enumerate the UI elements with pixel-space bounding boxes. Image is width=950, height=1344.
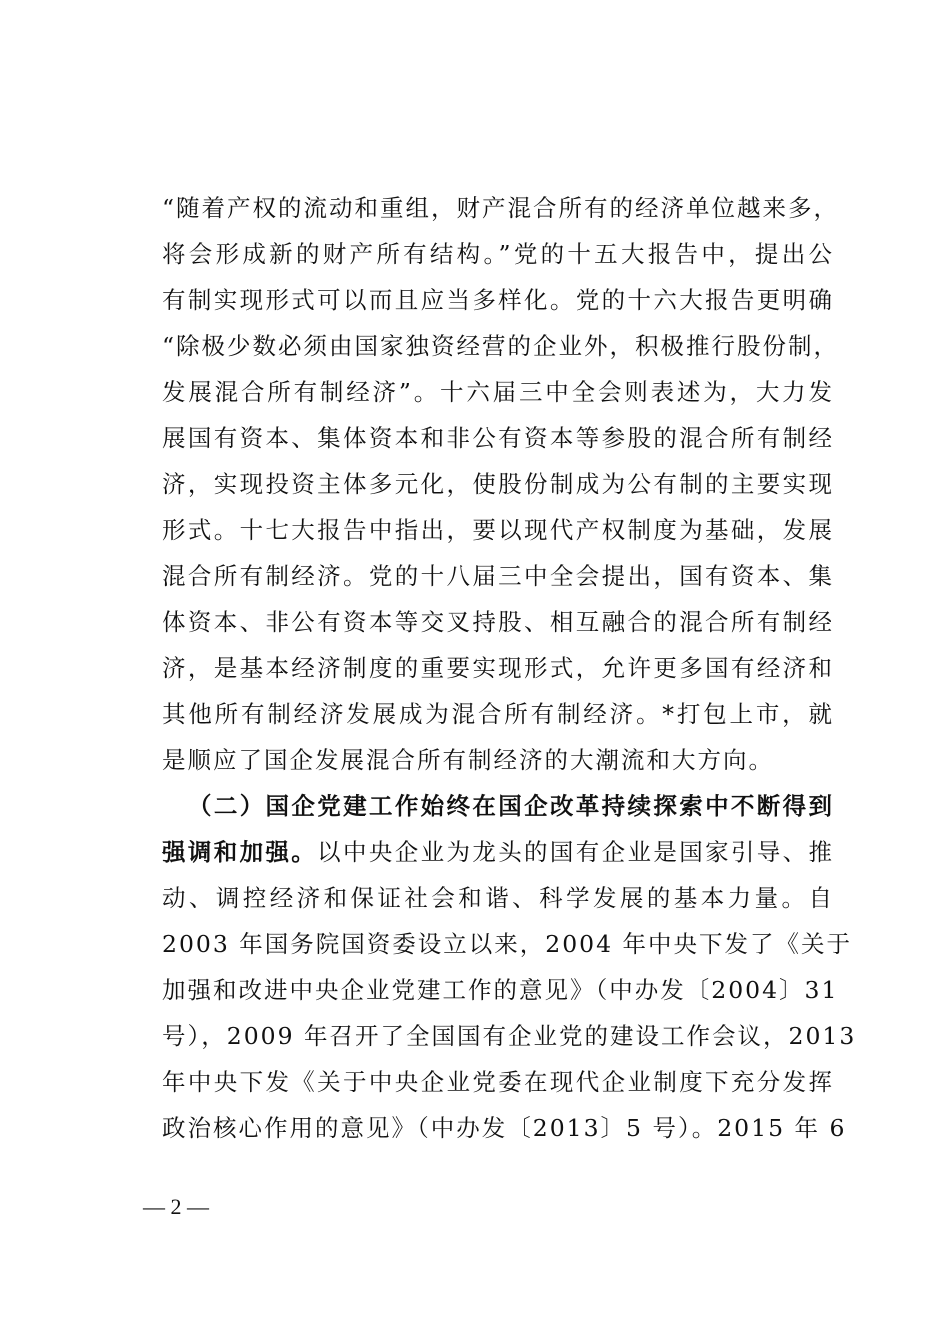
body-text-line: “除极少数必须由国家独资经营的企业外，积极推行股份制，: [162, 332, 840, 360]
body-text-line: 发展混合所有制经济”。十六届三中全会则表述为，大力发: [162, 378, 834, 406]
body-text-line: “随着产权的流动和重组，财产混合所有的经济单位越来多，: [162, 194, 840, 222]
body-text-line: 济，是基本经济制度的重要实现形式，允许更多国有经济和: [162, 654, 834, 682]
body-text-line: 动、调控经济和保证社会和谐、科学发展的基本力量。自: [162, 884, 834, 912]
body-text-line: [162, 834, 834, 870]
section-heading-line: （二）国企党建工作始终在国企改革持续探索中不断得到: [188, 792, 834, 820]
body-text-line: 其他所有制经济发展成为混合所有制经济。*打包上市，就: [162, 700, 834, 728]
body-text-line: 混合所有制经济。党的十八届三中全会提出，国有资本、集: [162, 562, 834, 590]
body-text-line: 将会形成新的财产所有结构。”党的十五大报告中，提出公: [162, 240, 834, 268]
body-text-line: 济，实现投资主体多元化，使股份制成为公有制的主要实现: [162, 470, 834, 498]
section-heading-end: 强调和加强。: [162, 838, 318, 866]
body-text-line: 有制实现形式可以而且应当多样化。党的十六大报告更明确: [162, 286, 834, 314]
body-text-line: 体资本、非公有资本等交叉持股、相互融合的混合所有制经: [162, 608, 834, 636]
body-text-line: 加强和改进中央企业党建工作的意见》（中办发〔2004〕31: [162, 976, 839, 1004]
body-text-line: 展国有资本、集体资本和非公有资本等参股的混合所有制经: [162, 424, 834, 452]
body-text-line: 是顺应了国企发展混合所有制经济的大潮流和大方向。: [162, 746, 774, 774]
body-text-line: 年中央下发《关于中央企业党委在现代企业制度下充分发挥: [162, 1068, 834, 1096]
body-text-line: 2003 年国务院国资委设立以来，2004 年中央下发了《关于: [162, 930, 853, 958]
body-text-line: 形式。十七大报告中指出，要以现代产权制度为基础，发展: [162, 516, 834, 544]
page-number: — 2 —: [143, 1194, 209, 1219]
body-text-segment: 以中央企业为龙头的国有企业是国家引导、推: [317, 838, 835, 866]
body-text-line: 号），2009 年召开了全国国有企业党的建设工作会议，2013: [162, 1022, 857, 1050]
body-text-line: 政治核心作用的意见》（中办发〔2013〕5 号）。2015 年 6: [162, 1114, 847, 1142]
